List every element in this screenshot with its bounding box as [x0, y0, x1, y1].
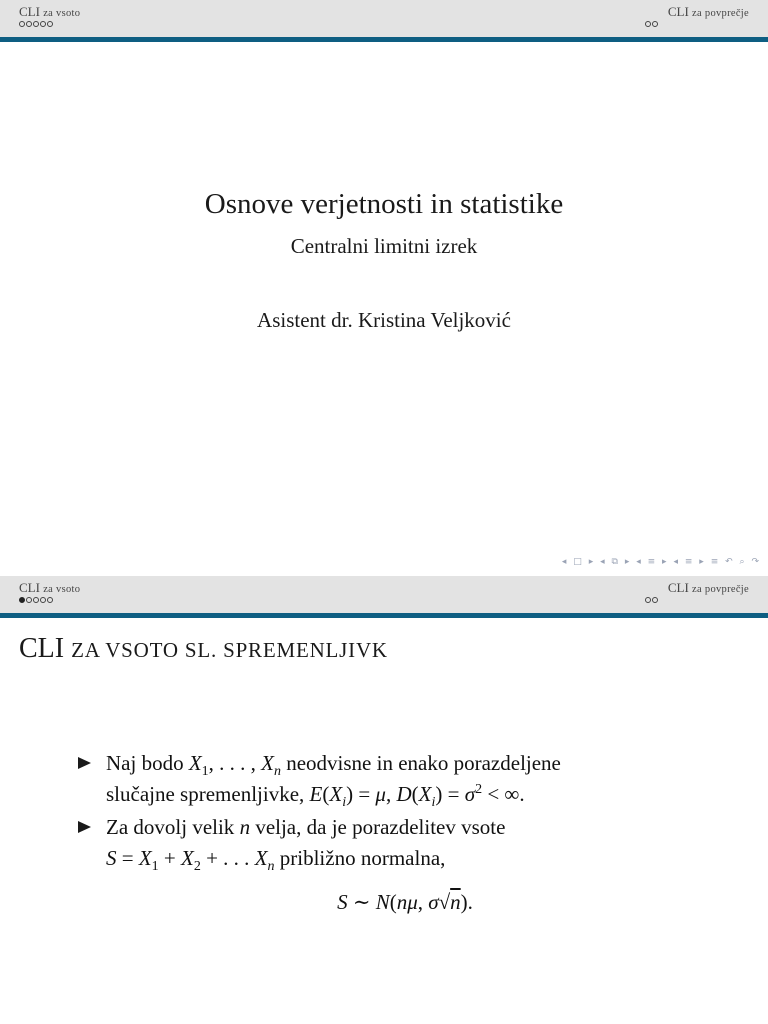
- nav-slide-icon[interactable]: □: [573, 557, 583, 567]
- frame-dot[interactable]: [19, 21, 25, 27]
- nav-next-slide-icon[interactable]: ▸: [588, 557, 595, 567]
- frame-dot[interactable]: [26, 597, 32, 603]
- section-nav-right[interactable]: [668, 580, 749, 596]
- bullet-text: Naj bodo: [106, 751, 184, 775]
- nav-prev-slide-icon[interactable]: ◂: [561, 557, 568, 567]
- presentation-subtitle: Centralni limitni izrek: [290, 234, 478, 258]
- frame-dot[interactable]: [652, 597, 658, 603]
- header: [0, 576, 768, 613]
- section-label: CLI: [667, 580, 689, 595]
- frame-title: [19, 633, 388, 665]
- frame-dot[interactable]: [47, 597, 53, 603]
- nav-prev-section-icon[interactable]: ◂: [673, 557, 679, 567]
- nav-prev-subsection-icon[interactable]: ◂: [636, 557, 642, 567]
- nav-back-icon[interactable]: ↶: [725, 557, 734, 567]
- header-accent-bar: [0, 37, 768, 42]
- display-formula: S ∼ N(nμ, σ√n).: [337, 890, 473, 914]
- presentation-author: Asistent dr. Kristina Veljković: [257, 308, 511, 332]
- header-accent-bar: [0, 613, 768, 618]
- frame-dots-left[interactable]: [19, 597, 54, 603]
- bullet-list: [78, 748, 718, 876]
- frame-dot[interactable]: [40, 597, 46, 603]
- frame-dot[interactable]: [652, 21, 658, 27]
- nav-next-subsection-icon[interactable]: ▸: [662, 557, 668, 567]
- nav-forward-icon[interactable]: ↷: [751, 557, 760, 567]
- bullet-triangle-icon: [78, 821, 91, 833]
- section-label: CLI: [667, 4, 689, 19]
- frame-dot[interactable]: [40, 21, 46, 27]
- frame-dots-right[interactable]: [645, 21, 659, 27]
- section-label: CLI: [19, 580, 40, 595]
- section-label: CLI: [19, 4, 40, 19]
- content-slide: [0, 576, 768, 1024]
- frame-dots-left[interactable]: [19, 21, 54, 27]
- nav-subsection-icon[interactable]: ≡: [647, 557, 657, 567]
- section-nav-left[interactable]: [19, 4, 80, 20]
- section-label-sc: za povprečje: [692, 8, 749, 19]
- nav-next-frame-icon[interactable]: ▸: [624, 557, 631, 567]
- frame-dot[interactable]: [26, 21, 32, 27]
- bullet-text: slučajne spremenljivke,: [106, 782, 305, 806]
- nav-next-section-icon[interactable]: ▸: [699, 557, 705, 567]
- nav-section-icon[interactable]: ≡: [684, 557, 694, 567]
- bullet-text: Za dovolj velik: [106, 815, 235, 839]
- bullet-triangle-icon: [78, 757, 91, 769]
- nav-prev-frame-icon[interactable]: ◂: [600, 557, 606, 567]
- frame-dot[interactable]: [645, 597, 651, 603]
- section-label-sc: za vsoto: [43, 584, 81, 595]
- nav-search-icon[interactable]: ⌕: [739, 557, 746, 567]
- beamer-navigation-bar[interactable]: [560, 557, 760, 567]
- bullet-item: Za dovolj velik n velja, da je porazdelitev vsote $S = X_1 + X_2$ + . . . $X_n$ približno normalna,: [78, 812, 718, 874]
- section-nav-left[interactable]: [19, 580, 80, 596]
- frame-title-sc: ZA VSOTO SL. SPREMENLJIVK: [71, 638, 388, 662]
- bullet-text: približno normalna,: [279, 846, 446, 870]
- frame-dot[interactable]: [47, 21, 53, 27]
- frame-dot-current[interactable]: [19, 597, 25, 603]
- presentation-title: Osnove verjetnosti in statistike: [204, 188, 564, 220]
- bullet-text: velja, da je porazdelitev vsote: [255, 815, 506, 839]
- frame-dots-right[interactable]: [645, 597, 659, 603]
- nav-toc-icon[interactable]: ≡: [710, 557, 720, 567]
- section-label-sc: za vsoto: [43, 8, 81, 19]
- frame-title-main: CLI: [19, 633, 65, 664]
- frame-dot[interactable]: [33, 21, 39, 27]
- section-nav-right[interactable]: [668, 4, 749, 20]
- section-label-sc: za povprečje: [692, 584, 749, 595]
- bullet-text: neodvisne in enako porazdeljene: [286, 751, 561, 775]
- nav-frame-icon[interactable]: ⧉: [611, 557, 619, 567]
- frame-dot[interactable]: [33, 597, 39, 603]
- header: [0, 0, 768, 37]
- frame-dot[interactable]: [645, 21, 651, 27]
- bullet-item: Naj bodo $X_1$, . . . , $X_n$ neodvisne in enako porazdeljene slučajne spremenljivke, $E(X_i) = \mu$, $D(X_i) = \sigma^2$ < ∞.: [78, 748, 718, 810]
